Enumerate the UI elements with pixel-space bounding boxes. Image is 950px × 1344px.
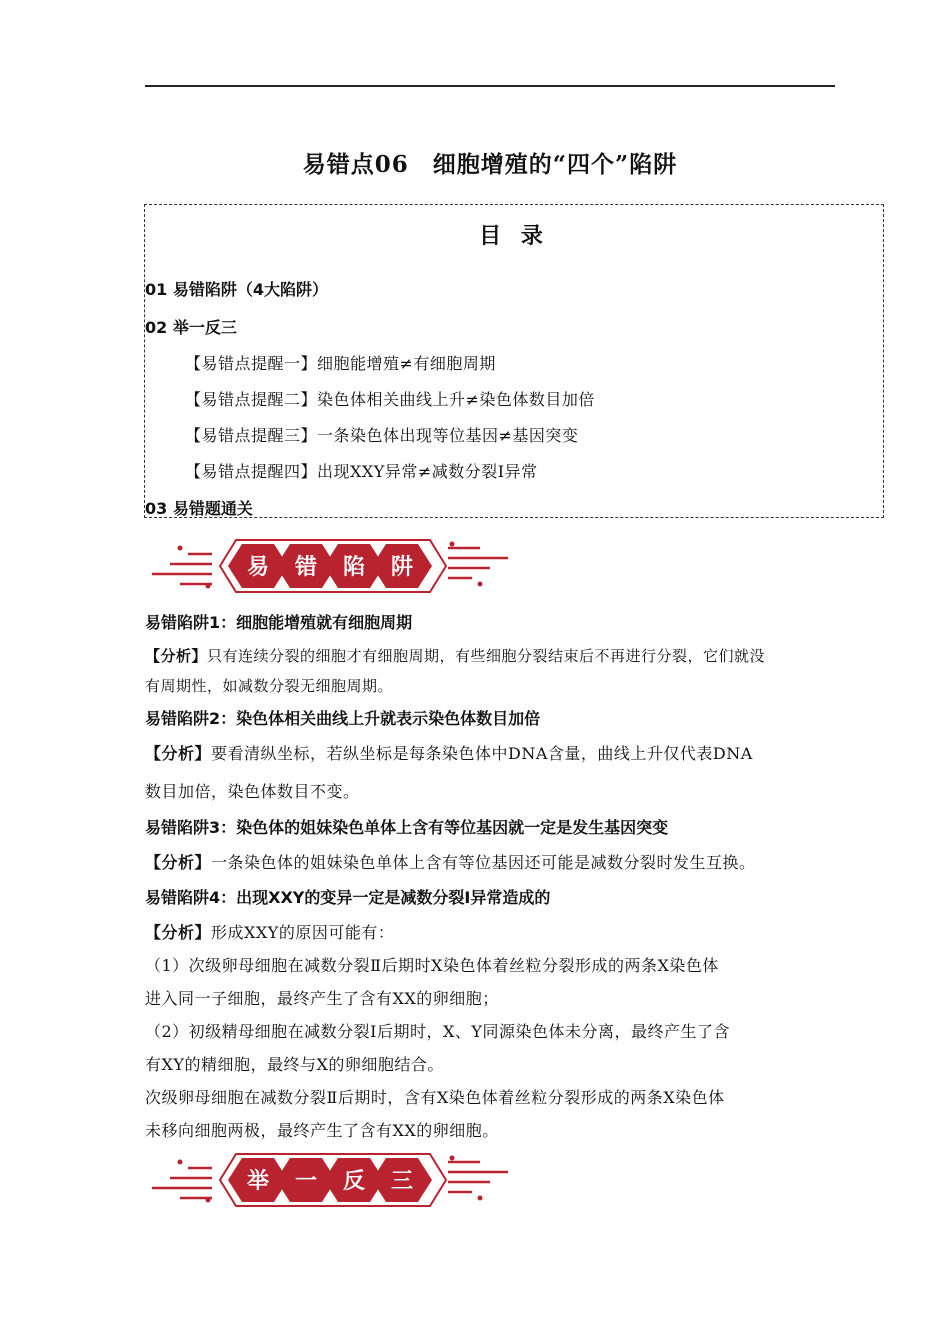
banner-traps (150, 536, 510, 596)
toc-reminder-2[interactable]: 【易错点提醒二】染色体相关曲线上升≠染色体数目加倍 (185, 390, 595, 409)
trap-1-analysis (145, 645, 765, 666)
banner-right-ornament (448, 1162, 508, 1192)
banner-left-ornament (152, 554, 212, 584)
analysis-label: 【分析】 (145, 923, 212, 942)
trap-4-line-4: 有XY的精细胞，最终与X的卵细胞结合。 (145, 1055, 444, 1074)
analysis-text: 要看清纵坐标，若纵坐标是每条染色体中DNA含量，曲线上升仅代表DNA (211, 744, 753, 763)
header-rule (145, 85, 835, 87)
toc-reminder-3[interactable]: 【易错点提醒三】一条染色体出现等位基因≠基因突变 (185, 426, 579, 445)
banner-char: 一 (294, 1169, 318, 1194)
banner-char: 易 (246, 555, 270, 580)
trap-3-analysis (145, 850, 756, 873)
banner-right-ornament (448, 548, 508, 578)
trap-4-line-3: （2）初级精母细胞在减数分裂Ⅰ后期时，X、Y同源染色体未分离，最终产生了含 (145, 1022, 730, 1041)
analysis-text: 一条染色体的姐妹染色单体上含有等位基因还可能是减数分裂时发生互换。 (211, 853, 756, 872)
analysis-text: 形成XXY的原因可能有： (211, 923, 395, 942)
toc-reminder-1[interactable]: 【易错点提醒一】细胞能增殖≠有细胞周期 (185, 354, 496, 373)
toc-reminder-4[interactable]: 【易错点提醒四】出现XXY异常≠减数分裂Ⅰ异常 (185, 462, 538, 481)
analysis-label: 【分析】 (145, 647, 208, 665)
trap-4-analysis (145, 920, 394, 943)
analysis-label: 【分析】 (145, 744, 212, 763)
banner-char: 错 (294, 555, 318, 580)
trap-2-heading: 易错陷阱2：染色体相关曲线上升就表示染色体数目加倍 (145, 709, 541, 728)
toc-section-3[interactable]: 03 易错题通关 (145, 499, 253, 518)
toc-section-2[interactable]: 02 举一反三 (145, 318, 237, 337)
analysis-label: 【分析】 (145, 853, 212, 872)
trap-3-heading: 易错陷阱3：染色体的姐妹染色单体上含有等位基因就一定是发生基因突变 (145, 818, 669, 837)
banner-char: 阱 (390, 555, 414, 580)
toc-section-1[interactable]: 01 易错陷阱（4大陷阱） (145, 280, 328, 299)
banner-char: 三 (390, 1169, 414, 1194)
trap-1-analysis-cont: 有周期性，如减数分裂无细胞周期。 (145, 677, 394, 695)
banner-char: 反 (342, 1169, 366, 1194)
banner-examples (150, 1150, 510, 1210)
trap-4-line-5: 次级卵母细胞在减数分裂Ⅱ后期时，含有X染色体着丝粒分裂形成的两条X染色体 (145, 1088, 725, 1107)
banner-left-ornament (152, 1168, 212, 1198)
document-title: 易错点06 细胞增殖的“四个”陷阱 (302, 151, 678, 178)
trap-1-heading: 易错陷阱1：细胞能增殖就有细胞周期 (145, 613, 413, 632)
trap-4-heading: 易错陷阱4：出现XXY的变异一定是减数分裂Ⅰ异常造成的 (145, 888, 551, 907)
trap-4-line-6: 未移向细胞两极，最终产生了含有XX的卵细胞。 (145, 1121, 499, 1140)
trap-2-analysis-cont: 数目加倍，染色体数目不变。 (145, 782, 360, 801)
trap-4-line-1: （1）次级卵母细胞在减数分裂Ⅱ后期时X染色体着丝粒分裂形成的两条X染色体 (145, 956, 719, 975)
trap-4-line-2: 进入同一子细胞，最终产生了含有XX的卵细胞； (145, 989, 499, 1008)
toc-heading: 目 录 (479, 223, 549, 249)
trap-2-analysis (145, 741, 753, 764)
banner-char: 举 (246, 1169, 270, 1194)
analysis-text: 只有连续分裂的细胞才有细胞周期，有些细胞分裂结束后不再进行分裂，它们就没 (207, 647, 766, 665)
banner-char: 陷 (342, 555, 366, 580)
table-of-contents (144, 204, 884, 518)
